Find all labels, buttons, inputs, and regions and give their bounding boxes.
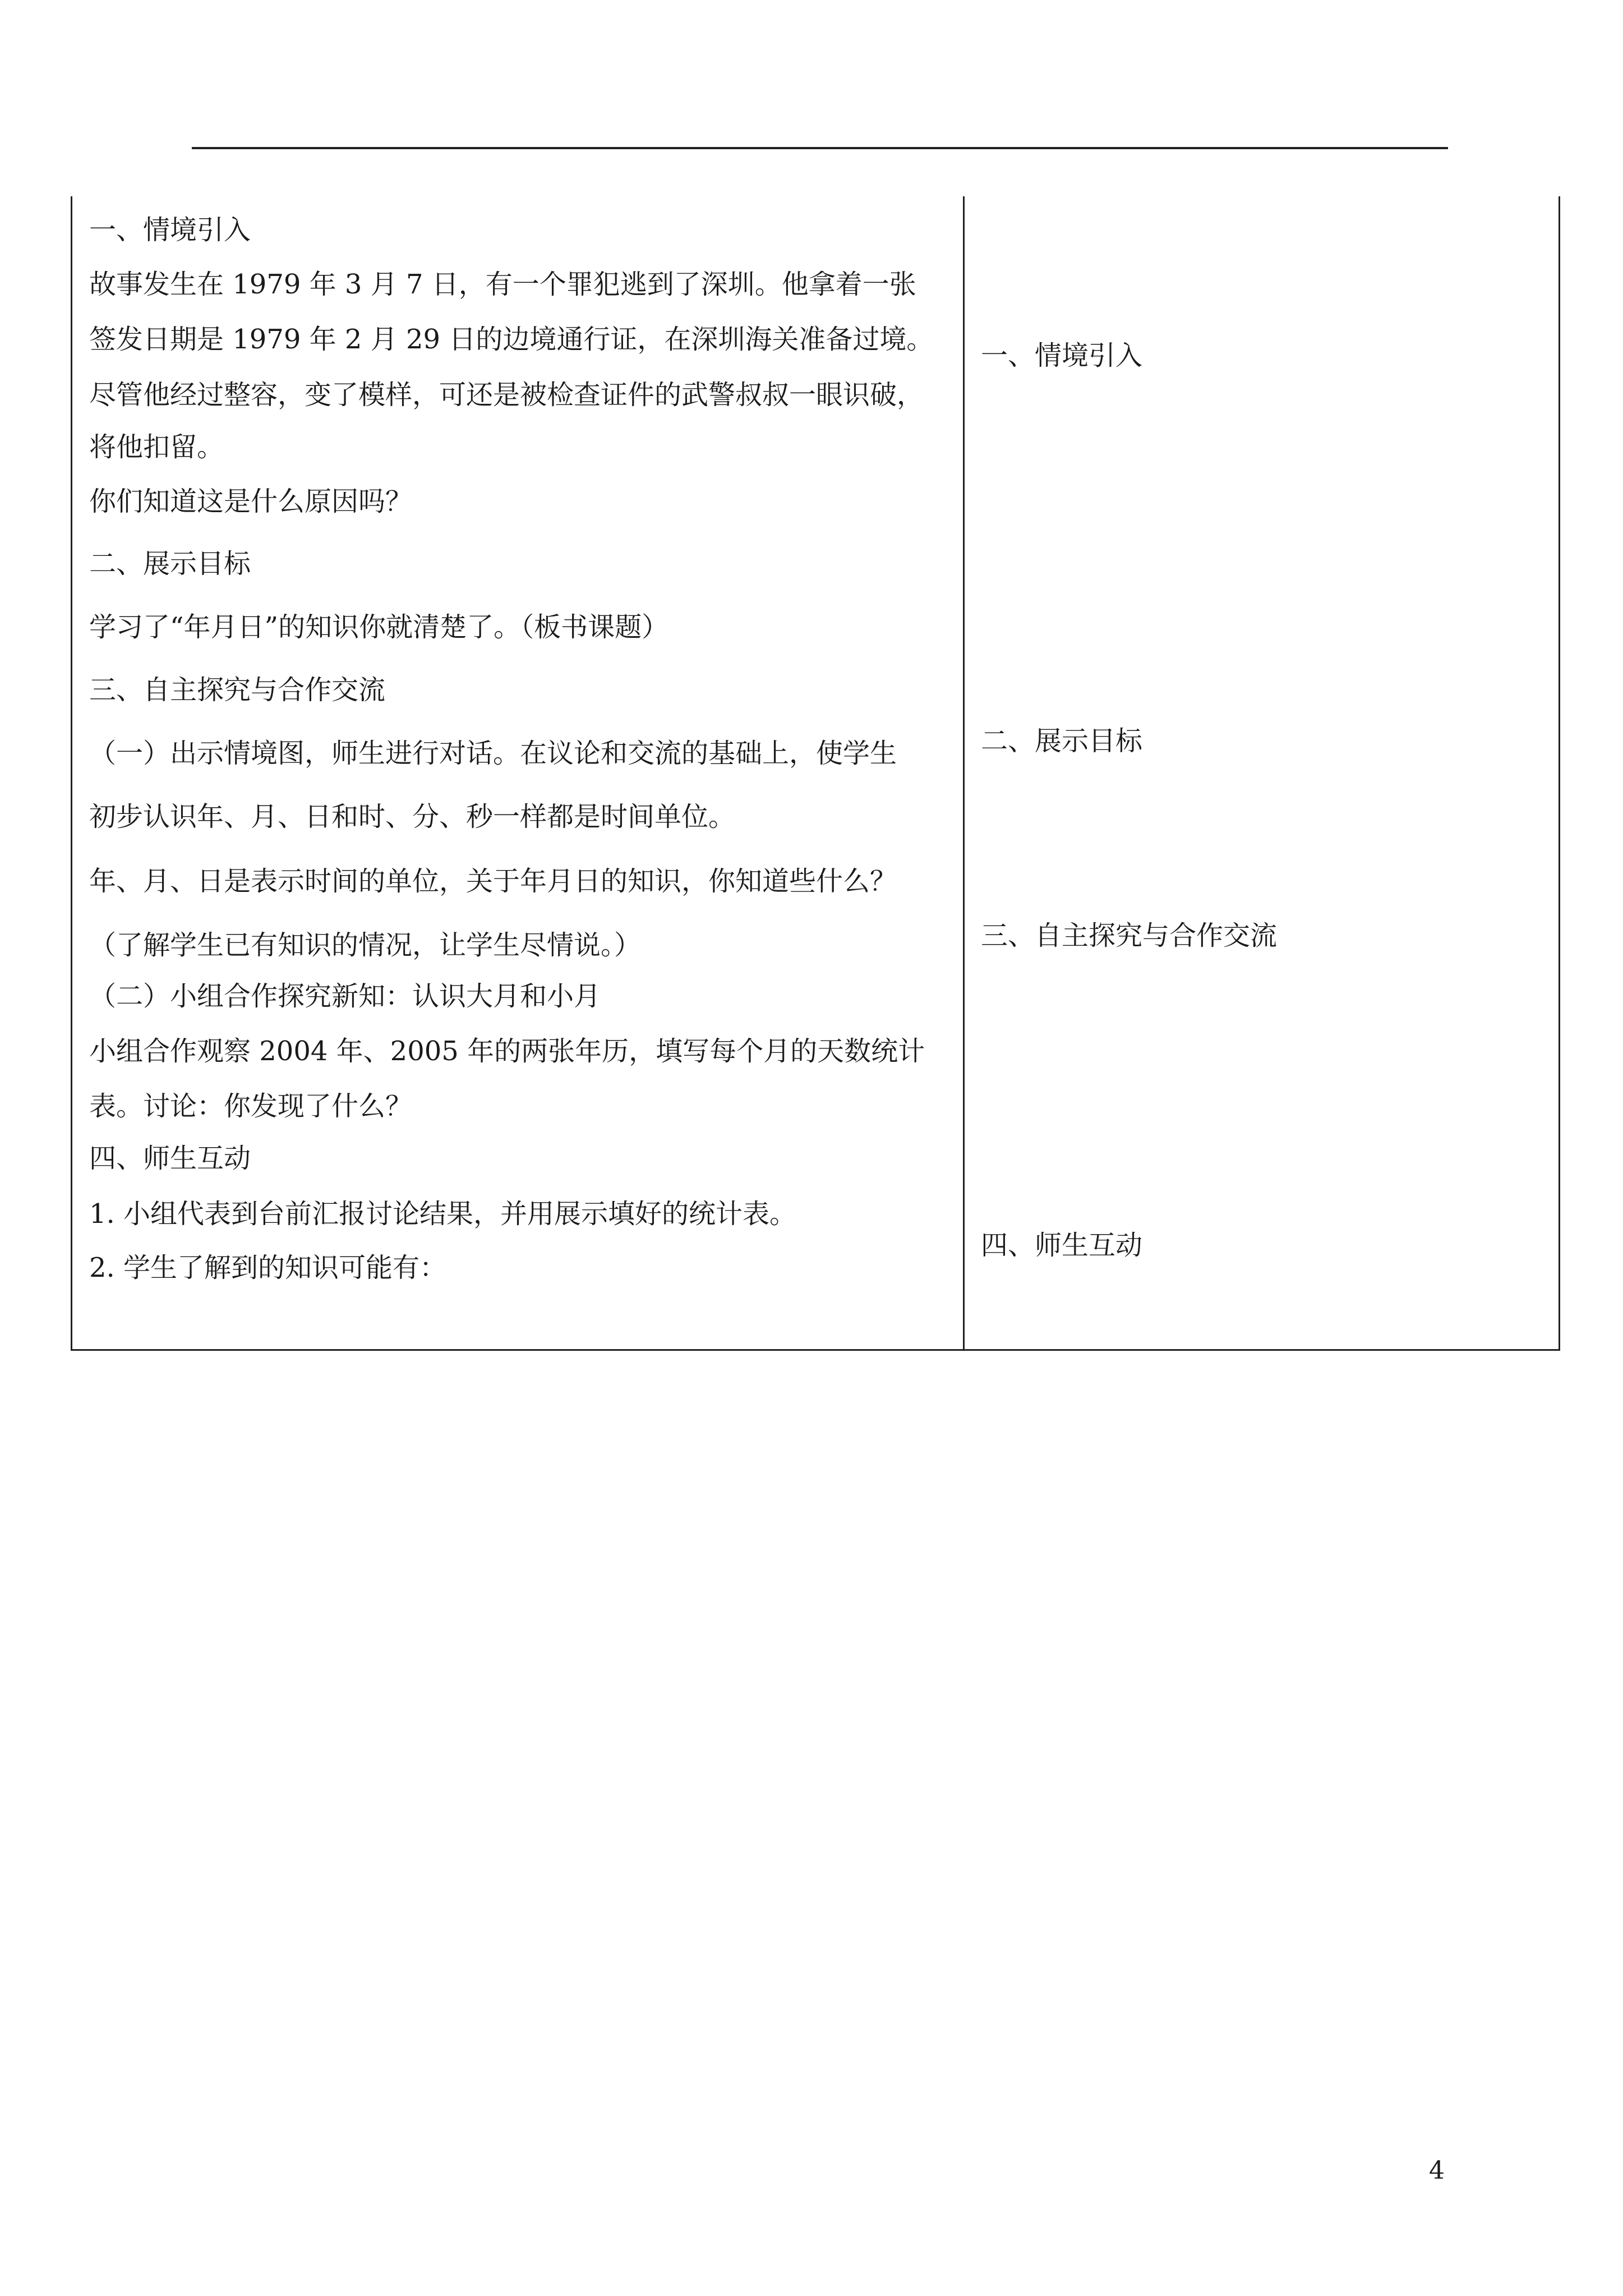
outline-item: 二、展示目标 <box>981 725 1143 757</box>
main-line: 三、自主探究与合作交流 <box>89 674 386 706</box>
main-line: 故事发生在 1979 年 3 月 7 日，有一个罪犯逃到了深圳。他拿着一张 <box>89 269 916 300</box>
main-line: 表。讨论：你发现了什么？ <box>89 1091 413 1122</box>
outline-item: 一、情境引入 <box>981 340 1143 371</box>
main-line: 年、月、日是表示时间的单位，关于年月日的知识，你知道些什么？ <box>89 866 897 897</box>
main-line: 二、展示目标 <box>89 548 251 579</box>
main-line: 一、情境引入 <box>89 214 251 246</box>
outline-item: 四、师生互动 <box>981 1230 1143 1261</box>
page-number: 4 <box>1429 2156 1445 2185</box>
lesson-table <box>71 196 1560 1351</box>
main-line: 四、师生互动 <box>89 1143 251 1174</box>
main-line: 2. 学生了解到的知识可能有： <box>89 1252 447 1283</box>
main-line: 初步认识年、月、日和时、分、秒一样都是时间单位。 <box>89 801 736 832</box>
main-line: 签发日期是 1979 年 2 月 29 日的边境通行证，在深圳海关准备过境。 <box>89 324 934 355</box>
main-line: 尽管他经过整容，变了模样，可还是被检查证件的武警叔叔一眼识破， <box>89 379 924 411</box>
column-divider <box>963 196 965 1349</box>
main-line: （一）出示情境图，师生进行对话。在议论和交流的基础上，使学生 <box>89 738 897 769</box>
main-line: 将他扣留。 <box>89 431 224 463</box>
header-rule <box>192 147 1448 149</box>
main-line: 1. 小组代表到台前汇报讨论结果，并用展示填好的统计表。 <box>89 1198 797 1230</box>
main-line: （二）小组合作探究新知：认识大月和小月 <box>89 981 601 1012</box>
main-line: 你们知道这是什么原因吗？ <box>89 486 413 517</box>
main-line: （了解学生已有知识的情况，让学生尽情说。） <box>89 930 642 961</box>
main-line: 学习了“年月日”的知识你就清楚了。（板书课题） <box>89 611 669 643</box>
main-line: 小组合作观察 2004 年、2005 年的两张年历，填写每个月的天数统计 <box>89 1036 925 1067</box>
outline-item: 三、自主探究与合作交流 <box>981 920 1278 951</box>
